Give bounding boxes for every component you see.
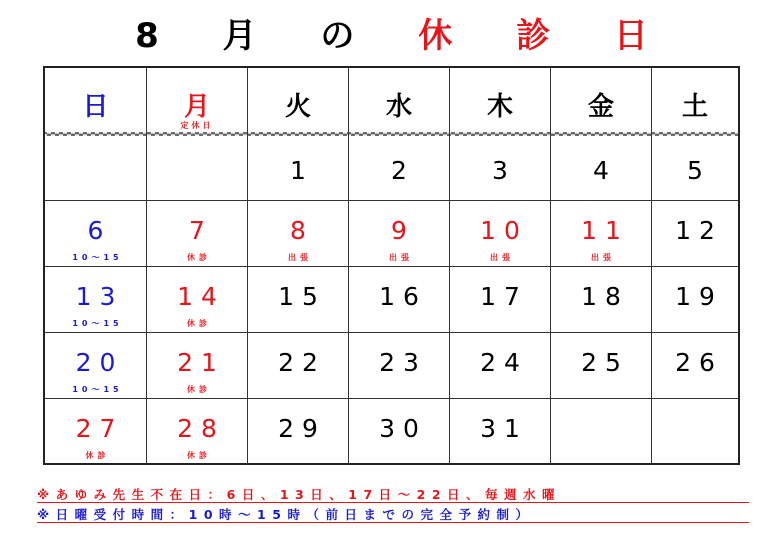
day-number: 2 (391, 156, 415, 185)
weekday-header-cell (449, 68, 550, 134)
day-cell (348, 332, 449, 398)
day-number: 7 (189, 216, 213, 245)
day-number: 5 (687, 156, 711, 185)
day-cell (550, 398, 651, 464)
weekday-header-cell (146, 68, 247, 134)
day-number: 4 (593, 156, 617, 185)
day-cell (146, 134, 247, 200)
day-cell (247, 266, 348, 332)
day-number: 6 (87, 216, 112, 245)
footer-note-absence: ※あゆみ先生不在日：6日、13日、17日～22日、毎週水曜 (37, 487, 562, 502)
day-cell (247, 200, 348, 266)
day-note: 出張 (389, 253, 413, 262)
day-cell (146, 266, 247, 332)
day-note: 出張 (288, 253, 312, 262)
day-number: 15 (278, 282, 326, 311)
day-cell (146, 200, 247, 266)
day-cell (45, 200, 146, 266)
day-note: 10～15 (72, 385, 123, 394)
weekday-label: 木 (486, 92, 513, 122)
day-cell (247, 398, 348, 464)
day-number: 21 (177, 348, 225, 377)
day-cell (146, 332, 247, 398)
day-number: 9 (391, 216, 415, 245)
day-note: 休診 (85, 451, 110, 460)
day-number: 30 (379, 414, 427, 443)
weekday-label: 日 (82, 92, 109, 122)
day-cell (449, 332, 550, 398)
title-closed-days: 休 診 日 (418, 16, 674, 56)
weekday-header-row (45, 68, 738, 134)
day-note: 休診 (187, 451, 211, 460)
day-number: 3 (492, 156, 516, 185)
day-cell (45, 332, 146, 398)
day-cell (651, 398, 738, 464)
day-cell (449, 200, 550, 266)
day-note: 10～15 (72, 319, 123, 328)
day-cell (45, 398, 146, 464)
page-title (0, 8, 783, 57)
weekday-header-cell (651, 68, 738, 134)
title-month: 8 月 の (135, 16, 381, 56)
day-number: 13 (75, 282, 124, 311)
week-row (45, 134, 738, 200)
week-row (45, 266, 738, 332)
day-cell (45, 266, 146, 332)
day-note: 出張 (490, 253, 514, 262)
day-note: 10～15 (72, 253, 123, 262)
day-note: 休診 (187, 253, 211, 262)
week-row (45, 398, 738, 464)
day-number: 10 (480, 216, 528, 245)
day-cell (449, 398, 550, 464)
day-number: 27 (75, 414, 124, 443)
week-row (45, 332, 738, 398)
day-number: 17 (480, 282, 528, 311)
footer-note-sunday-hours: ※日曜受付時間：10時～15時（前日までの完全予約制） (37, 507, 535, 522)
weekday-label: 水 (385, 92, 412, 122)
weekday-header-cell (550, 68, 651, 134)
day-number: 8 (290, 216, 314, 245)
day-cell (651, 332, 738, 398)
week-row (45, 200, 738, 266)
day-number: 12 (675, 216, 723, 245)
day-cell (348, 200, 449, 266)
day-number: 26 (675, 348, 723, 377)
day-number: 31 (480, 414, 528, 443)
day-cell (449, 134, 550, 200)
weekday-label: 火 (284, 92, 311, 122)
day-number: 24 (480, 348, 528, 377)
day-number: 23 (379, 348, 427, 377)
day-number: 29 (278, 414, 326, 443)
day-cell (550, 134, 651, 200)
weekday-label: 金 (587, 92, 614, 122)
day-number: 28 (177, 414, 225, 443)
day-cell (348, 134, 449, 200)
day-number: 20 (75, 348, 124, 377)
day-cell (651, 134, 738, 200)
footer-underline-1 (37, 502, 749, 503)
day-cell (348, 266, 449, 332)
day-cell (550, 332, 651, 398)
weekday-header-cell (348, 68, 449, 134)
weekday-label: 月 (183, 92, 210, 122)
day-cell (449, 266, 550, 332)
day-cell (146, 398, 247, 464)
day-cell (651, 200, 738, 266)
day-number: 16 (379, 282, 427, 311)
day-number: 1 (290, 156, 314, 185)
day-number: 22 (278, 348, 326, 377)
day-number: 18 (581, 282, 629, 311)
day-cell (348, 398, 449, 464)
day-cell (651, 266, 738, 332)
day-note: 休診 (187, 319, 211, 328)
weekday-label: 土 (681, 92, 708, 122)
weekday-sublabel: 定休日 (180, 121, 214, 130)
day-cell (247, 332, 348, 398)
day-cell (550, 266, 651, 332)
day-cell (45, 134, 146, 200)
weekday-header-cell (45, 68, 146, 134)
weekday-header-cell (247, 68, 348, 134)
day-note: 休診 (187, 385, 211, 394)
day-cell (247, 134, 348, 200)
footer-underline-2 (37, 522, 749, 523)
day-number: 11 (581, 216, 629, 245)
day-number: 19 (675, 282, 723, 311)
day-number: 14 (177, 282, 225, 311)
day-cell (550, 200, 651, 266)
day-note: 出張 (591, 253, 615, 262)
day-number: 25 (581, 348, 629, 377)
calendar-table (43, 66, 740, 465)
